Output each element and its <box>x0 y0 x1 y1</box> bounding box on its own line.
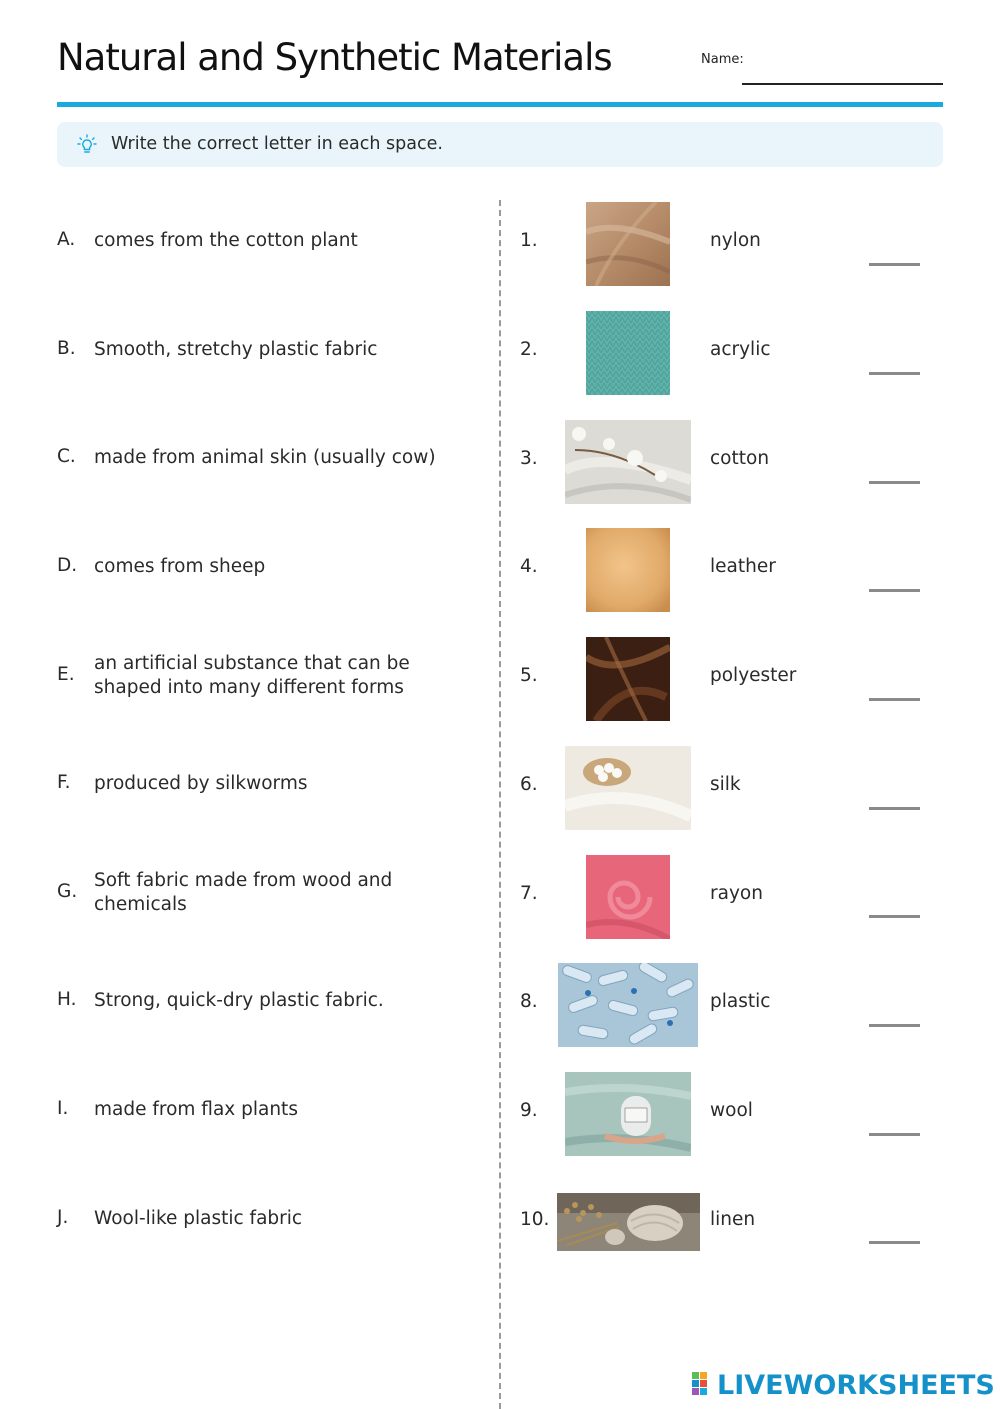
item-number: 7. <box>520 883 538 904</box>
answer-blank[interactable] <box>869 915 920 918</box>
answer-blank[interactable] <box>869 807 920 810</box>
liveworksheets-logo-icon <box>692 1372 716 1396</box>
item-number: 6. <box>520 774 538 795</box>
item-word: acrylic <box>710 339 771 360</box>
definition-letter: C. <box>57 446 76 467</box>
item-number: 9. <box>520 1100 538 1121</box>
definition-text: Smooth, stretchy plastic fabric <box>94 339 378 360</box>
definition-letter: I. <box>57 1098 69 1119</box>
definition-letter: H. <box>57 989 77 1010</box>
item-word: nylon <box>710 230 761 251</box>
lightbulb-icon <box>77 134 97 156</box>
acrylic-knit-photo <box>586 311 670 395</box>
item-number: 1. <box>520 230 538 251</box>
cotton-boll-photo <box>565 420 691 504</box>
item-word: cotton <box>710 448 770 469</box>
brand-wordmark: LIVEWORKSHEETS <box>717 1370 995 1401</box>
item-word: leather <box>710 556 776 577</box>
answer-blank[interactable] <box>869 1133 920 1136</box>
column-divider <box>499 200 501 1409</box>
answer-blank[interactable] <box>869 263 920 266</box>
definition-text: comes from sheep <box>94 556 266 577</box>
rayon-fabric-photo <box>586 855 670 939</box>
title-rule <box>57 102 943 107</box>
definition-text: Strong, quick-dry plastic fabric. <box>94 990 384 1011</box>
leather-texture-photo <box>586 528 670 612</box>
name-label: Name: <box>701 52 744 67</box>
definition-text: made from flax plants <box>94 1099 298 1120</box>
definition-letter: J. <box>57 1207 69 1228</box>
nylon-fabric-photo <box>586 202 670 286</box>
name-input-line[interactable] <box>742 83 943 85</box>
answer-blank[interactable] <box>869 372 920 375</box>
definition-letter: E. <box>57 664 75 685</box>
definition-letter: D. <box>57 555 78 576</box>
instructions-box <box>57 122 943 167</box>
definition-letter: G. <box>57 881 78 902</box>
definition-text: Wool-like plastic fabric <box>94 1208 303 1229</box>
answer-blank[interactable] <box>869 481 920 484</box>
definition-text: Soft fabric made from wood and chemicals <box>94 870 393 915</box>
definition-letter: B. <box>57 338 76 359</box>
item-word: polyester <box>710 665 797 686</box>
answer-blank[interactable] <box>869 698 920 701</box>
polyester-fabric-photo <box>586 637 670 721</box>
item-word: wool <box>710 1100 753 1121</box>
item-number: 10. <box>520 1209 550 1230</box>
answer-blank[interactable] <box>869 1024 920 1027</box>
wool-yarn-photo <box>565 1072 691 1156</box>
plastic-bottles-photo <box>558 963 698 1047</box>
definition-letter: F. <box>57 772 71 793</box>
instructions-text: Write the correct letter in each space. <box>111 134 443 154</box>
linen-flax-photo <box>557 1193 700 1251</box>
definition-text: made from animal skin (usually cow) <box>94 447 436 468</box>
answer-blank[interactable] <box>869 589 920 592</box>
page-title: Natural and Synthetic Materials <box>57 36 612 79</box>
definition-letter: A. <box>57 229 76 250</box>
definition-text: produced by silkworms <box>94 773 308 794</box>
item-number: 4. <box>520 556 538 577</box>
silk-cocoons-photo <box>565 746 691 830</box>
item-number: 2. <box>520 339 538 360</box>
item-number: 5. <box>520 665 538 686</box>
item-word: linen <box>710 1209 756 1230</box>
item-word: rayon <box>710 883 763 904</box>
item-word: silk <box>710 774 741 795</box>
definition-text: an artificial substance that can be shaped into many different forms <box>94 653 410 698</box>
item-number: 8. <box>520 991 538 1012</box>
item-number: 3. <box>520 448 538 469</box>
answer-blank[interactable] <box>869 1241 920 1244</box>
definition-text: comes from the cotton plant <box>94 230 358 251</box>
item-word: plastic <box>710 991 771 1012</box>
